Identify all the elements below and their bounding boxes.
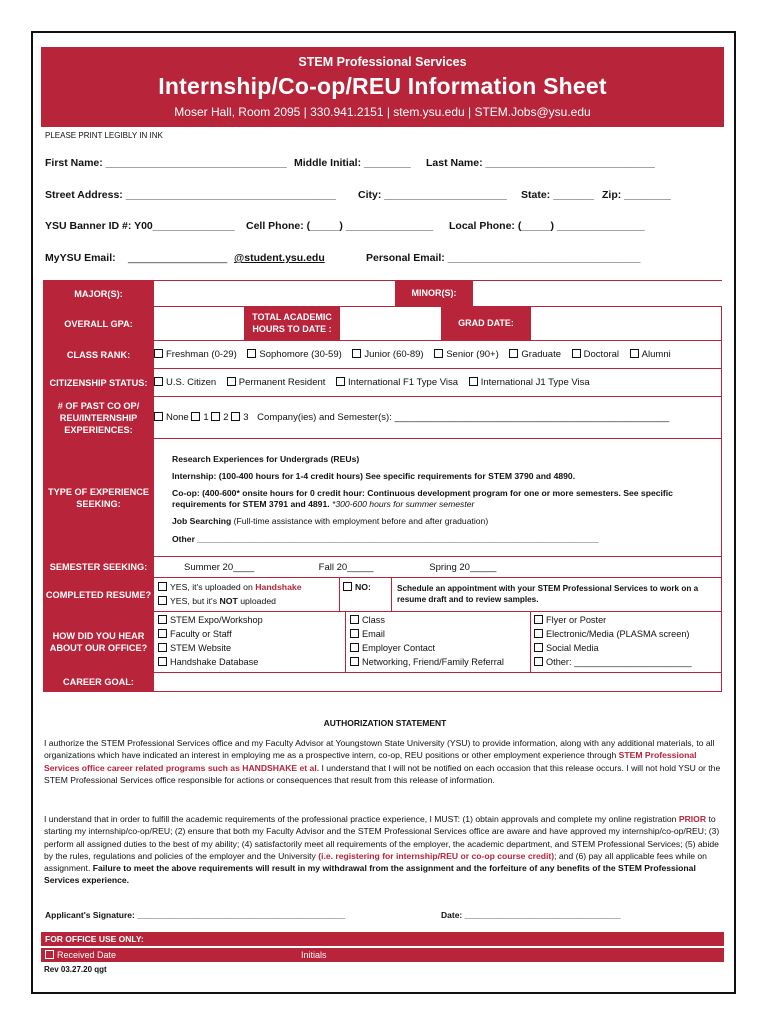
- class-option[interactable]: Freshman (0-29): [154, 349, 237, 360]
- local-phone-field[interactable]: Local Phone: (_____) _______________: [449, 220, 645, 232]
- type-coop-note: *300-600 hours for summer semester: [332, 499, 475, 509]
- personal-email-field[interactable]: Personal Email: _________________________________: [366, 252, 641, 264]
- semester-fall[interactable]: Fall 20_____: [318, 561, 374, 573]
- past-option[interactable]: 3: [231, 412, 248, 423]
- hear-option[interactable]: STEM Expo/Workshop: [158, 613, 263, 627]
- resume-note: Schedule an appointment with your STEM Professional Services to work on a resume draft and to review samples.: [397, 584, 699, 604]
- last-name-field[interactable]: Last Name: _____________________________: [426, 157, 655, 169]
- class-option[interactable]: Sophomore (30-59): [247, 349, 341, 360]
- authorization-title: AUTHORIZATION STATEMENT: [323, 718, 447, 728]
- hear-option[interactable]: Networking, Friend/Family Referral: [350, 655, 504, 669]
- gpa-label: OVERALL GPA:: [44, 307, 154, 341]
- citizenship-option[interactable]: Permanent Resident: [227, 377, 326, 388]
- hear-option[interactable]: Electronic/Media (PLASMA screen): [534, 627, 692, 641]
- hear-option[interactable]: Other: _______________________: [534, 655, 692, 669]
- semester-spring[interactable]: Spring 20_____: [429, 561, 497, 573]
- header-banner: [41, 47, 724, 127]
- career-goal-input[interactable]: [154, 673, 722, 692]
- class-option[interactable]: Senior (90+): [434, 349, 499, 360]
- myysu-email-field[interactable]: _________________: [128, 252, 228, 264]
- info-grid: [43, 280, 722, 692]
- first-name-field[interactable]: First Name: _______________________________: [45, 157, 287, 169]
- type-coop-option[interactable]: [172, 488, 721, 510]
- header-subtitle: STEM Professional Services: [298, 55, 467, 69]
- hear-option[interactable]: Handshake Database: [158, 655, 263, 669]
- hear-options: [154, 612, 722, 673]
- city-field[interactable]: City: _____________________: [358, 189, 507, 201]
- authorization-paragraph-1: I authorize the STEM Professional Services office and my Faculty Advisor at Youngstown State University (YSU) to provide information, along with any additional materials, to all organizations which have indicated an interest in employing me as a prospective intern, co-op, REU positions or other employment experience through STEM Professional Services office career related programs such as HANDSHAKE et al. I understand that I will not be notified on each occasion that this release occurs. I will not hold YSU or the STEM Professional Services office responsible for actions or consequences that result from this release of information.: [44, 738, 721, 785]
- minor-label: MINOR(S):: [395, 281, 473, 306]
- past-company-field[interactable]: Company(ies) and Semester(s): ____________________________________________________: [257, 412, 670, 423]
- initials-field[interactable]: Initials: [301, 950, 327, 960]
- hear-col-3: [534, 613, 692, 669]
- resume-yes-uploaded[interactable]: YES, it's uploaded on Handshake: [158, 582, 302, 592]
- gpa-row: [154, 307, 722, 341]
- major-input[interactable]: [154, 281, 722, 307]
- hear-option[interactable]: Employer Contact: [350, 641, 504, 655]
- type-job-note: (Full-time assistance with employment before and after graduation): [233, 516, 489, 526]
- career-goal-label: CAREER GOAL:: [44, 673, 154, 692]
- type-other-option[interactable]: Other ____________________________________________________________________________________: [172, 534, 599, 544]
- past-experience-options: [154, 397, 722, 439]
- hear-col-2: [350, 613, 504, 669]
- past-experience-label: # OF PAST CO OP/ REU/INTERNSHIP EXPERIENCES:: [44, 397, 154, 439]
- class-option[interactable]: Graduate: [509, 349, 561, 360]
- citizenship-label: CITIZENSHIP STATUS:: [44, 369, 154, 397]
- hear-option[interactable]: Flyer or Poster: [534, 613, 692, 627]
- semester-label: SEMESTER SEEKING:: [44, 557, 154, 578]
- hear-label: HOW DID YOU HEAR ABOUT OUR OFFICE?: [44, 612, 154, 673]
- cell-phone-field[interactable]: Cell Phone: (_____) _______________: [246, 220, 434, 232]
- semester-summer[interactable]: Summer 20____: [184, 561, 255, 573]
- type-job-text: Job Searching: [172, 516, 232, 526]
- header-contact: Moser Hall, Room 2095 | 330.941.2151 | stem.ysu.edu | STEM.Jobs@ysu.edu: [174, 105, 591, 119]
- class-option[interactable]: Junior (60-89): [352, 349, 423, 360]
- hear-option[interactable]: Faculty or Staff: [158, 627, 263, 641]
- signature-date-field[interactable]: Date: _________________________________: [441, 910, 621, 920]
- past-option[interactable]: None: [154, 412, 189, 423]
- citizenship-option[interactable]: International F1 Type Visa: [336, 377, 458, 388]
- major-label: MAJOR(S):: [44, 281, 154, 307]
- citizenship-option[interactable]: U.S. Citizen: [154, 377, 216, 388]
- citizenship-options: [154, 369, 722, 397]
- type-coop-text: Co-op: (400-600* onsite hours for 0 credit hour: Continuous development program for one or more semesters. See specific requirements for STEM 3791 and 4891.: [172, 488, 673, 509]
- resume-options: [154, 578, 722, 612]
- type-reu-option[interactable]: Research Experiences for Undergrads (REUs): [172, 454, 360, 464]
- class-rank-options: [154, 341, 722, 369]
- citizenship-option[interactable]: International J1 Type Visa: [469, 377, 590, 388]
- resume-yes-not-uploaded[interactable]: YES, but it's NOT uploaded: [158, 596, 276, 606]
- class-rank-label: CLASS RANK:: [44, 341, 154, 369]
- authorization-paragraph-2: I understand that in order to fulfill the academic requirements of the professional practice experience, I MUST: (1) obtain approvals and complete my online registration PRIOR to starting my internship/co-op/REU; (2) ensure that both my Faculty Advisor and the STEM Professional Services office are aware and have approved my internship/co-op/REU; (3) perform all assigned duties to the best of my ability; (4) satisfactorily meet all requirements of the employer, the academic department, and STEM Professional Services; (5) abide by the rules, regulations and policies of the employer and the University (i.e. registering for internship/REU or co-op course credit); and (6) pay all applicable fees while on assignment. Failure to meet the above requirements will result in my withdrawal from the assignment and the forfeiture of any benefits of the STEM Professional Services experience.: [44, 814, 720, 886]
- past-option[interactable]: 1: [191, 412, 208, 423]
- office-use-row: [41, 948, 724, 962]
- semester-options: [154, 557, 722, 578]
- student-email-domain: @student.ysu.edu: [234, 252, 325, 264]
- hear-option[interactable]: STEM Website: [158, 641, 263, 655]
- myysu-email-label: MyYSU Email:: [45, 252, 116, 264]
- hear-col-1: [158, 613, 263, 669]
- type-job-option[interactable]: [172, 516, 721, 527]
- resume-no[interactable]: NO:: [343, 582, 371, 592]
- resume-label: COMPLETED RESUME?: [44, 578, 154, 612]
- revision-note: Rev 03.27.20 qgt: [44, 965, 107, 974]
- type-options: [154, 439, 722, 557]
- zip-field[interactable]: Zip: ________: [602, 189, 671, 201]
- total-hours-label: TOTAL ACADEMIC HOURS TO DATE :: [244, 307, 340, 340]
- grad-date-label: GRAD DATE:: [441, 307, 531, 340]
- office-use-header: FOR OFFICE USE ONLY:: [41, 932, 724, 946]
- class-option[interactable]: Doctoral: [572, 349, 619, 360]
- type-internship-option[interactable]: Internship: (100-400 hours for 1-4 credit hours) See specific requirements for STEM 3790 and 4890.: [172, 471, 576, 481]
- class-option[interactable]: Alumni: [630, 349, 671, 360]
- hear-option[interactable]: Social Media: [534, 641, 692, 655]
- past-option[interactable]: 2: [211, 412, 228, 423]
- hear-option[interactable]: Email: [350, 627, 504, 641]
- print-note: PLEASE PRINT LEGIBLY IN INK: [45, 131, 163, 140]
- middle-initial-field[interactable]: Middle Initial: ________: [294, 157, 411, 169]
- banner-id-field[interactable]: YSU Banner ID #: Y00______________: [45, 220, 235, 232]
- received-date-field[interactable]: Received Date: [45, 948, 116, 962]
- street-address-field[interactable]: Street Address: ____________________________________: [45, 189, 336, 201]
- type-label: TYPE OF EXPERIENCE SEEKING:: [44, 439, 154, 557]
- page-title: Internship/Co-op/REU Information Sheet: [158, 73, 607, 99]
- hear-option[interactable]: Class: [350, 613, 504, 627]
- state-field[interactable]: State: _______: [521, 189, 594, 201]
- applicant-signature-field[interactable]: Applicant's Signature: ____________________________________________: [45, 910, 346, 920]
